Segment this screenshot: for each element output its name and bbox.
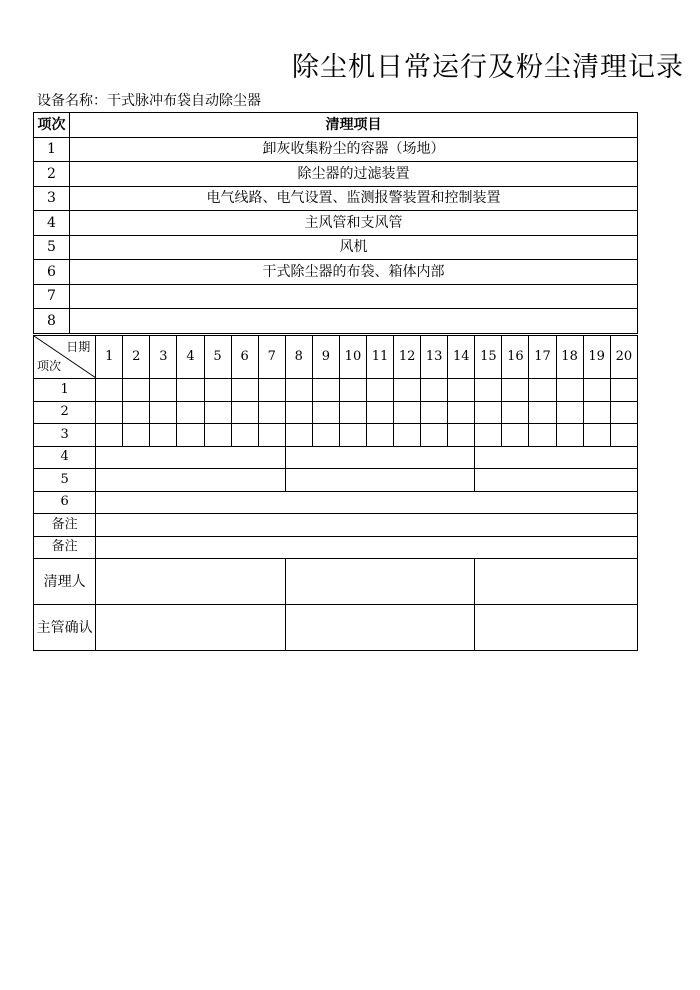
- log-cell[interactable]: [583, 401, 610, 424]
- log-cell[interactable]: [123, 424, 150, 447]
- log-cell[interactable]: [366, 379, 393, 402]
- day-header: 1: [96, 336, 123, 379]
- items-row: [34, 284, 638, 309]
- page-title: 除尘机日常运行及粉尘清理记录: [292, 52, 684, 83]
- log-cell[interactable]: [529, 401, 556, 424]
- log-row-no: 4: [34, 446, 96, 469]
- item-no: 7: [34, 284, 70, 309]
- log-cell[interactable]: [123, 379, 150, 402]
- cleaner-signature-cell[interactable]: [475, 559, 638, 605]
- log-cell-span[interactable]: [285, 446, 475, 469]
- log-cell[interactable]: [258, 379, 285, 402]
- log-cell[interactable]: [421, 401, 448, 424]
- item-no: 6: [34, 260, 70, 285]
- remark-row: [34, 514, 638, 537]
- log-cell[interactable]: [366, 401, 393, 424]
- log-cell[interactable]: [123, 401, 150, 424]
- remark-row: [34, 536, 638, 559]
- item-no: 1: [34, 137, 70, 162]
- log-cell[interactable]: [285, 401, 312, 424]
- log-cell[interactable]: [556, 379, 583, 402]
- day-header: 9: [312, 336, 339, 379]
- log-cell[interactable]: [475, 379, 502, 402]
- log-cell[interactable]: [312, 401, 339, 424]
- day-header: 19: [583, 336, 610, 379]
- log-cell[interactable]: [231, 424, 258, 447]
- log-cell[interactable]: [285, 424, 312, 447]
- log-cell-span[interactable]: [285, 469, 475, 492]
- log-row-no: 5: [34, 469, 96, 492]
- day-header: 15: [475, 336, 502, 379]
- supervisor-signature-cell[interactable]: [475, 605, 638, 651]
- log-cell[interactable]: [204, 401, 231, 424]
- day-header: 14: [448, 336, 475, 379]
- remark-cell[interactable]: [96, 514, 638, 537]
- item-no: 4: [34, 211, 70, 236]
- remark-cell[interactable]: [96, 536, 638, 559]
- day-header: 6: [231, 336, 258, 379]
- items-row: [34, 186, 638, 211]
- item-text[interactable]: [70, 284, 638, 309]
- day-header: 13: [421, 336, 448, 379]
- log-cell[interactable]: [96, 379, 123, 402]
- cleaner-label: 清理人: [34, 559, 96, 605]
- item-no: 3: [34, 186, 70, 211]
- log-cell[interactable]: [610, 379, 637, 402]
- log-cell[interactable]: [150, 379, 177, 402]
- supervisor-signature-cell[interactable]: [285, 605, 475, 651]
- items-row: [34, 235, 638, 260]
- log-row-no: 2: [34, 401, 96, 424]
- remark-label: 备注: [34, 536, 96, 559]
- log-cell[interactable]: [96, 401, 123, 424]
- log-row: [34, 401, 638, 424]
- log-cell[interactable]: [475, 424, 502, 447]
- log-row: [34, 491, 638, 514]
- log-cell[interactable]: [583, 379, 610, 402]
- log-cell[interactable]: [312, 424, 339, 447]
- log-cell[interactable]: [231, 379, 258, 402]
- supervisor-signature-cell[interactable]: [96, 605, 286, 651]
- log-cell[interactable]: [502, 401, 529, 424]
- log-cell[interactable]: [339, 379, 366, 402]
- device-label: 设备名称：: [37, 93, 107, 109]
- item-text: 除尘器的过滤装置: [70, 162, 638, 187]
- items-header-no: 项次: [34, 113, 70, 138]
- cleaning-items-table: [33, 112, 638, 334]
- item-text: 风机: [70, 235, 638, 260]
- log-cell[interactable]: [583, 424, 610, 447]
- day-header: 12: [394, 336, 421, 379]
- day-header: 11: [366, 336, 393, 379]
- log-cell[interactable]: [150, 424, 177, 447]
- day-header: 4: [177, 336, 204, 379]
- item-no: 2: [34, 162, 70, 187]
- day-header: 16: [502, 336, 529, 379]
- day-header: 2: [123, 336, 150, 379]
- log-row-no: 3: [34, 424, 96, 447]
- log-cell[interactable]: [394, 379, 421, 402]
- supervisor-row: [34, 605, 638, 651]
- log-cell[interactable]: [610, 424, 637, 447]
- log-cell[interactable]: [177, 401, 204, 424]
- log-cell[interactable]: [150, 401, 177, 424]
- cleaner-signature-cell[interactable]: [285, 559, 475, 605]
- header-item-label: 项次: [37, 359, 62, 373]
- day-header: 7: [258, 336, 285, 379]
- log-cell[interactable]: [529, 379, 556, 402]
- item-no: 5: [34, 235, 70, 260]
- log-cell[interactable]: [177, 424, 204, 447]
- log-cell-span[interactable]: [96, 446, 286, 469]
- log-cell[interactable]: [529, 424, 556, 447]
- log-cell[interactable]: [448, 401, 475, 424]
- log-cell[interactable]: [96, 424, 123, 447]
- log-cell[interactable]: [204, 379, 231, 402]
- log-row: [34, 379, 638, 402]
- log-cell[interactable]: [339, 424, 366, 447]
- day-header: 17: [529, 336, 556, 379]
- log-cell[interactable]: [448, 379, 475, 402]
- log-cell-span[interactable]: [96, 491, 638, 514]
- day-header: 3: [150, 336, 177, 379]
- log-cell[interactable]: [610, 401, 637, 424]
- log-cell-span[interactable]: [475, 446, 638, 469]
- supervisor-label: 主管确认: [34, 605, 96, 651]
- log-row-no: 1: [34, 379, 96, 402]
- log-cell[interactable]: [502, 424, 529, 447]
- items-header-item: 清理项目: [70, 113, 638, 138]
- log-cell-span[interactable]: [475, 469, 638, 492]
- log-row: [34, 446, 638, 469]
- items-row: [34, 309, 638, 334]
- item-text: 电气线路、电气设置、监测报警装置和控制装置: [70, 186, 638, 211]
- items-header-row: [34, 113, 638, 138]
- cleaner-row: [34, 559, 638, 605]
- items-row: [34, 260, 638, 285]
- log-cell[interactable]: [366, 424, 393, 447]
- log-cell[interactable]: [258, 401, 285, 424]
- day-header: 5: [204, 336, 231, 379]
- log-row-no: 6: [34, 491, 96, 514]
- item-text: 卸灰收集粉尘的容器（场地）: [70, 137, 638, 162]
- log-cell[interactable]: [204, 424, 231, 447]
- items-row: [34, 162, 638, 187]
- log-cell[interactable]: [339, 401, 366, 424]
- log-cell[interactable]: [421, 379, 448, 402]
- log-cell[interactable]: [475, 401, 502, 424]
- remark-label: 备注: [34, 514, 96, 537]
- item-text: 干式除尘器的布袋、箱体内部: [70, 260, 638, 285]
- log-cell[interactable]: [258, 424, 285, 447]
- item-text: 主风管和支风管: [70, 211, 638, 236]
- log-header-corner: [34, 336, 96, 379]
- day-header: 20: [610, 336, 637, 379]
- log-cell[interactable]: [421, 424, 448, 447]
- items-row: [34, 137, 638, 162]
- log-cell[interactable]: [448, 424, 475, 447]
- log-row: [34, 469, 638, 492]
- cleaner-signature-cell[interactable]: [96, 559, 286, 605]
- day-header: 18: [556, 336, 583, 379]
- items-row: [34, 211, 638, 236]
- device-value: 干式脉冲布袋自动除尘器: [107, 93, 261, 109]
- log-cell[interactable]: [177, 379, 204, 402]
- log-row: [34, 424, 638, 447]
- item-no: 8: [34, 309, 70, 334]
- log-header-row: [34, 336, 638, 379]
- log-cell[interactable]: [394, 424, 421, 447]
- header-date-label: 日期: [66, 340, 91, 354]
- log-cell[interactable]: [556, 401, 583, 424]
- log-cell[interactable]: [312, 379, 339, 402]
- day-header: 8: [285, 336, 312, 379]
- device-name-line: [37, 91, 261, 111]
- log-cell[interactable]: [556, 424, 583, 447]
- log-cell[interactable]: [394, 401, 421, 424]
- log-cell-span[interactable]: [96, 469, 286, 492]
- log-cell[interactable]: [285, 379, 312, 402]
- item-text[interactable]: [70, 309, 638, 334]
- day-header: 10: [339, 336, 366, 379]
- log-cell[interactable]: [502, 379, 529, 402]
- daily-log-table: [33, 335, 638, 651]
- log-cell[interactable]: [231, 401, 258, 424]
